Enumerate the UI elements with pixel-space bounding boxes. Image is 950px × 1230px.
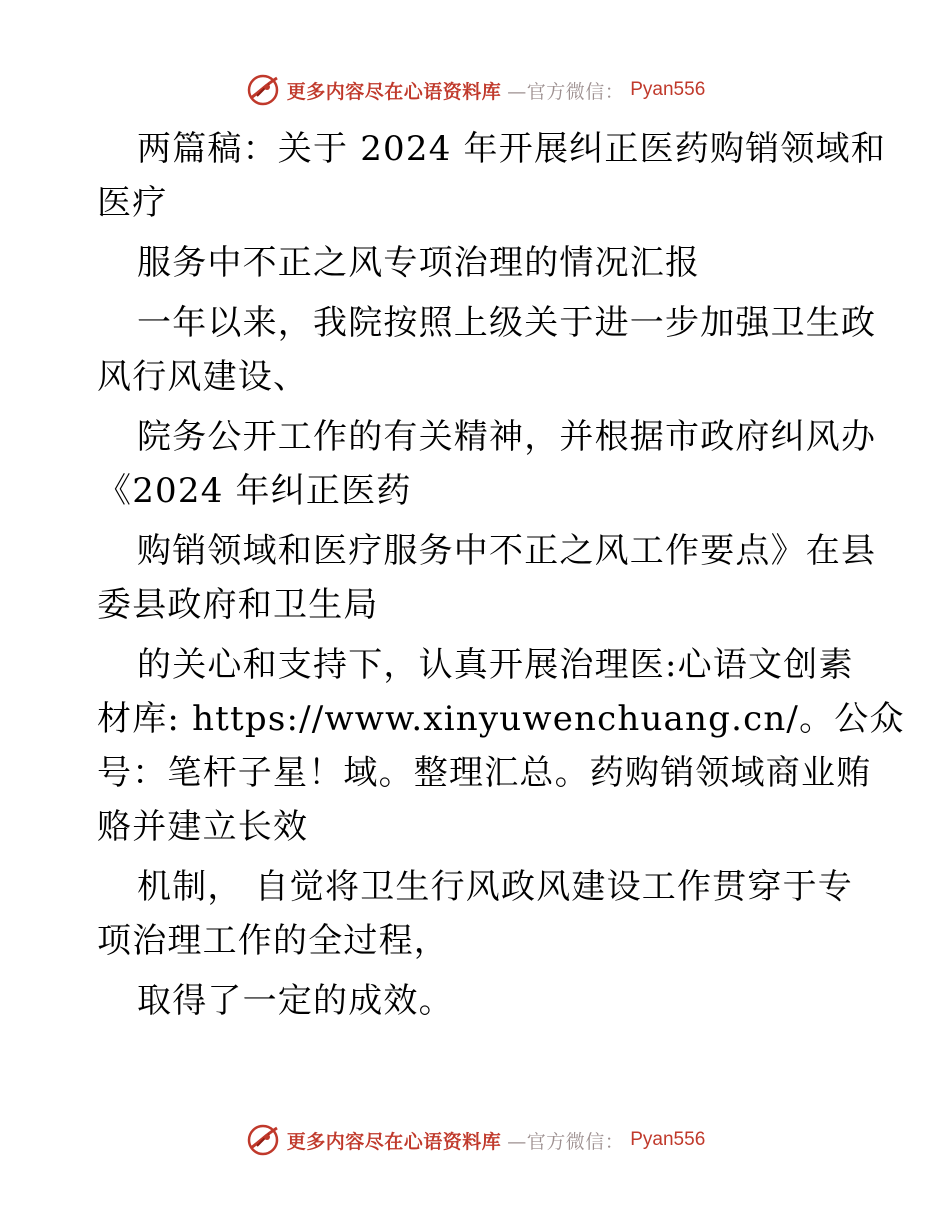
body-line: 机制， 自觉将卫生行风政风建设工作贯穿于专 [137,867,854,907]
footer-banner-label: —官方微信： [507,1130,625,1153]
body-line: 委县政府和卫生局 [97,585,379,625]
body-line: 风行风建设、 [97,357,309,397]
body-line: 院务公开工作的有关精神，并根据市政府纠风办 [137,417,877,457]
body-line: 项治理工作的全过程， [97,921,449,961]
body-line: 赂并建立长效 [97,807,309,847]
header-banner-label: —官方微信： [507,80,625,103]
body-line: 取得了一定的成效。 [137,981,454,1021]
body-line: 一年以来，我院按照上级关于进一步加强卫生政 [137,303,877,343]
footer-banner [0,1120,950,1160]
body-line: 的关心和支持下，认真开展治理医:心语文创素 [137,645,854,685]
header-banner [0,70,950,110]
body-line: 号：笔杆子星！域。整理汇总。药购销领域商业贿 [97,753,872,793]
body-line: 材库: https://www.xinyuwenchuang.cn/。公众 [97,699,905,739]
logo-icon [245,1122,281,1158]
body-line: 两篇稿：关于 2024 年开展纠正医药购销领域和 [137,129,886,169]
body-line: 《2024 年纠正医药 [97,471,412,511]
header-banner-title: 更多内容尽在心语资料库 [286,80,502,103]
body-line: 医疗 [97,183,168,223]
logo-icon [245,72,281,108]
body-line: 服务中不正之风专项治理的情况汇报 [137,243,701,283]
header-banner-wechat-id: Pyan556 [630,79,706,100]
footer-banner-wechat-id: Pyan556 [630,1129,706,1150]
body-line: 购销领域和医疗服务中不正之风工作要点》在县 [137,531,877,571]
document-body [97,122,905,1028]
footer-banner-title: 更多内容尽在心语资料库 [286,1130,502,1153]
